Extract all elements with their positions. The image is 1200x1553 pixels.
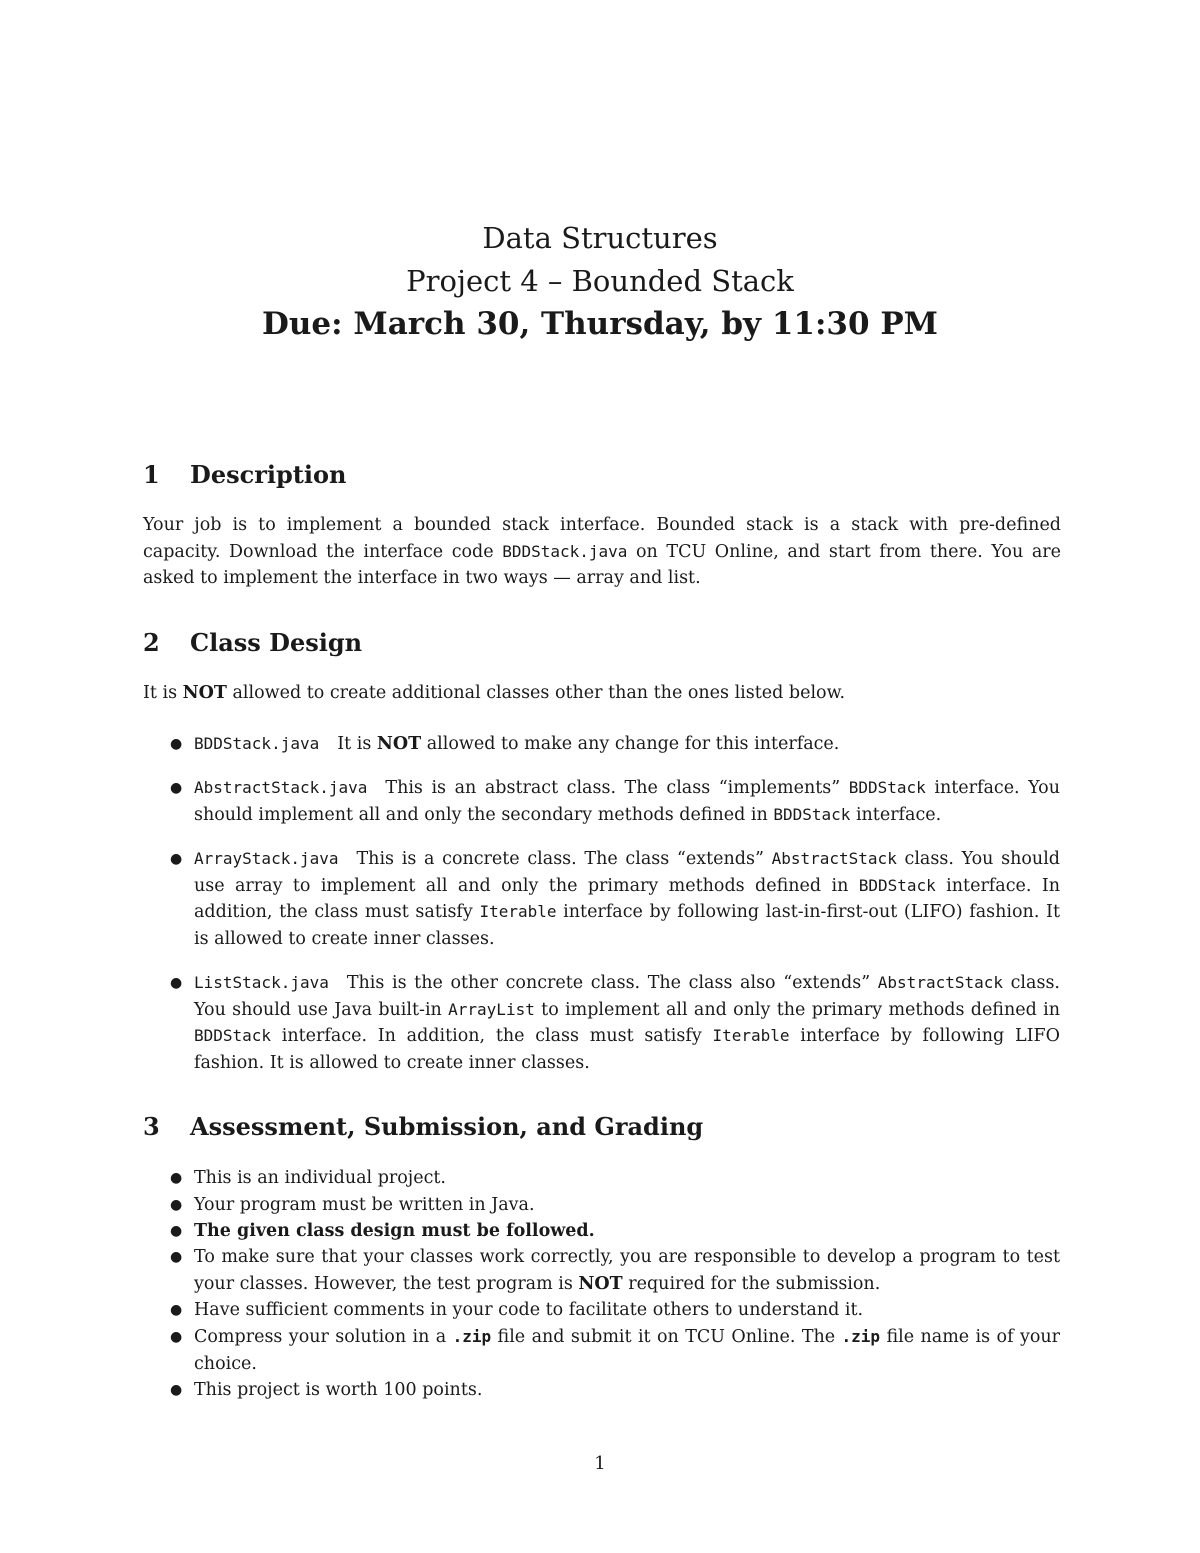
bullet-icon: ● (170, 736, 183, 752)
item-text: interface. (850, 804, 942, 825)
class-design-intro (143, 680, 1061, 707)
intro-text-a: It is (143, 683, 183, 703)
intro-bold: NOT (182, 683, 227, 703)
list-item (170, 1377, 1060, 1404)
file-name: BDDStack.java (194, 734, 320, 753)
item-code: Iterable (712, 1026, 790, 1045)
item-text: This is an abstract class. The class “implements” (385, 778, 849, 798)
section-1-number: 1 (143, 460, 160, 489)
item-text: This is a concrete class. The class “extends” (356, 849, 772, 869)
item-bold: NOT (578, 1273, 623, 1294)
description-text-rest: on TCU Online, and start from there. You are asked to implement the interface in two ways — array and list. (143, 541, 1061, 588)
description-code: BDDStack.java (502, 541, 628, 561)
list-item (170, 1324, 1060, 1377)
item-code: ArrayList (448, 999, 535, 1019)
bullet-icon: ● (170, 1249, 183, 1265)
file-name: ListStack.java (194, 973, 329, 992)
section-1-title: Description (190, 460, 347, 489)
item-code: AbstractStack (771, 849, 897, 868)
bullet-icon: ● (170, 851, 183, 867)
list-item (170, 1192, 1060, 1219)
bullet-icon: ● (170, 1197, 183, 1213)
item-text: This project is worth 100 points. (194, 1380, 483, 1400)
list-item (170, 731, 1060, 758)
section-3-title: Assessment, Submission, and Grading (190, 1112, 704, 1141)
item-text: class. You should use array to implement all and only the primary methods defined in (194, 849, 1060, 896)
item-text: Compress your solution in a (194, 1327, 453, 1347)
course-title: Data Structures (482, 221, 718, 255)
page-number: 1 (594, 1453, 606, 1474)
section-2-heading (143, 627, 1061, 659)
list-item (170, 1218, 1060, 1245)
item-bold: The given class design must be followed. (194, 1221, 595, 1241)
item-text: file and submit it on TCU Online. The (491, 1327, 842, 1347)
bullet-icon: ● (170, 1329, 183, 1345)
bullet-icon: ● (170, 1170, 183, 1186)
due-date: Due: March 30, Thursday, by 11:30 PM (262, 306, 938, 342)
item-text: interface by following LIFO fashion. It is allowed to create inner classes. (194, 1026, 1060, 1073)
bullet-icon: ● (170, 1382, 183, 1398)
item-text: interface. In addition, the class must satisfy (194, 875, 1061, 922)
file-name: ArrayStack.java (194, 849, 339, 868)
item-text: This is an individual project. (194, 1168, 446, 1188)
item-text: Your program must be written in Java. (194, 1195, 535, 1215)
description-paragraph (143, 512, 1061, 592)
item-code: BDDStack (194, 1026, 272, 1045)
item-code: BDDStack (773, 804, 851, 824)
list-item (170, 846, 1060, 952)
item-text: class. You should use Java built-in (194, 973, 1060, 1020)
list-item (170, 1165, 1060, 1192)
item-text: required for the submission. (622, 1273, 881, 1294)
bullet-icon: ● (170, 1223, 183, 1239)
item-code: .zip (452, 1327, 492, 1346)
item-text: to implement all and only the primary methods defined in (534, 999, 1060, 1020)
list-item (170, 970, 1060, 1076)
item-code: AbstractStack (877, 973, 1004, 992)
section-2-number: 2 (143, 628, 160, 657)
list-item (170, 1244, 1060, 1297)
item-code: BDDStack (858, 875, 936, 895)
file-name: AbstractStack.java (194, 778, 368, 797)
item-text: interface. In addition, the class must satisfy (271, 1026, 713, 1046)
section-3-number: 3 (143, 1112, 160, 1141)
project-title: Project 4 – Bounded Stack (406, 264, 794, 298)
item-text: Have sufficient comments in your code to facilitate others to understand it. (194, 1300, 864, 1320)
description-text: Your job is to implement a bounded stack interface. Bounded stack is a stack with pre-defined capacity. Download the interface code (143, 515, 1061, 562)
list-item (170, 1297, 1060, 1324)
item-code: .zip (841, 1327, 881, 1346)
item-code: BDDStack (848, 778, 926, 797)
item-text: allowed to make any change for this interface. (421, 734, 840, 754)
item-text: To make sure that your classes work correctly, you are responsible to develop a program to test your classes. However, the test program is (194, 1247, 1060, 1294)
item-text: interface. You should implement all and only the secondary methods defined in (194, 778, 1060, 825)
item-text: It is (337, 734, 377, 754)
item-bold: NOT (376, 734, 422, 754)
section-1-heading (143, 459, 1061, 491)
item-text: This is the other concrete class. The class also “extends” (346, 973, 878, 993)
bullet-icon: ● (170, 1302, 183, 1318)
item-text: interface by following last-in-first-out (LIFO) fashion. It is allowed to create inner classes. (194, 902, 1060, 949)
section-3-heading (143, 1111, 1061, 1143)
bullet-icon: ● (170, 975, 183, 991)
intro-text-c: allowed to create additional classes other than the ones listed below. (226, 683, 846, 703)
item-code: Iterable (479, 902, 557, 921)
item-text: file name is of your choice. (194, 1327, 1061, 1374)
section-2-title: Class Design (190, 628, 363, 657)
bullet-icon: ● (170, 780, 183, 796)
list-item (170, 775, 1060, 828)
